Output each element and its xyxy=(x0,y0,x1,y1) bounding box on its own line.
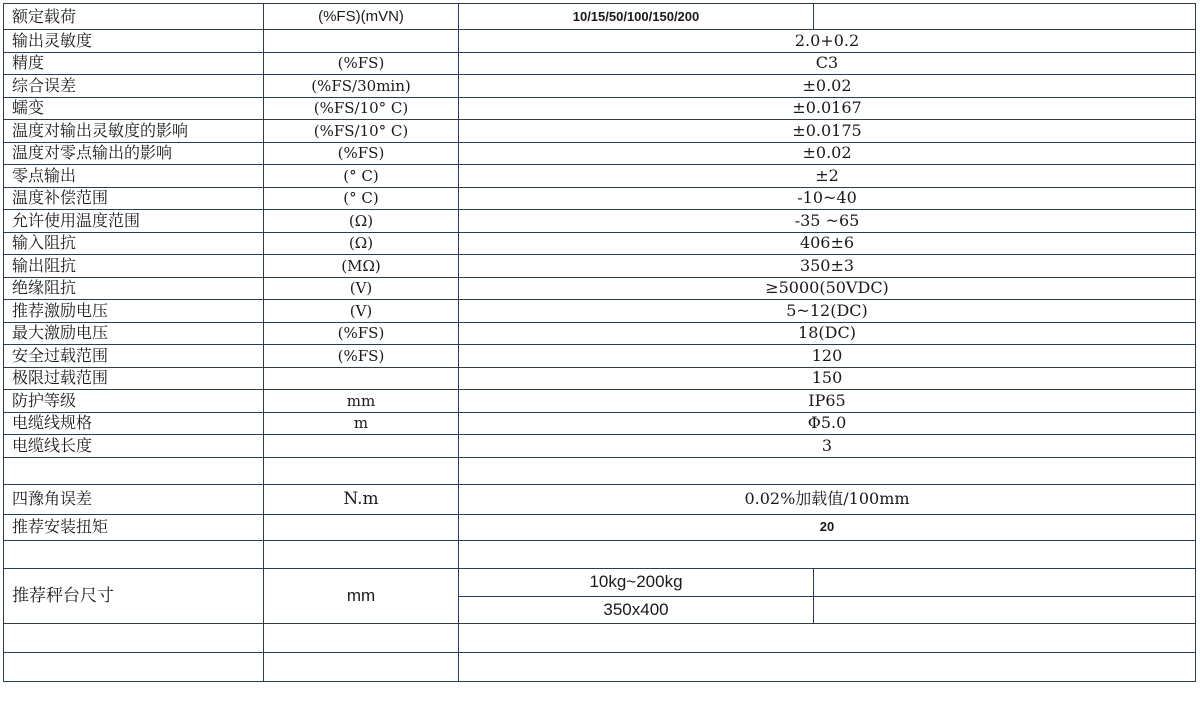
spec-unit: (%FS) xyxy=(264,322,459,345)
spec-param: 温度补偿范围 xyxy=(4,187,264,210)
spec-row xyxy=(4,30,1196,53)
spec-value: ≥5000(50VDC) xyxy=(459,277,1196,300)
spec-value: 5~12(DC) xyxy=(459,300,1196,323)
spec-unit: (%FS) xyxy=(264,142,459,165)
spec-unit: (° C) xyxy=(264,165,459,188)
torque-value: 20 xyxy=(459,514,1196,540)
platform-unit: mm xyxy=(264,568,459,623)
spec-unit: (Ω) xyxy=(264,232,459,255)
blank-cell xyxy=(264,540,459,568)
spec-unit: (%FS/10° C) xyxy=(264,120,459,143)
spec-row xyxy=(4,52,1196,75)
spec-param: 温度对零点输出的影响 xyxy=(4,142,264,165)
corner-error-label: 四豫角误差 xyxy=(4,484,264,514)
torque-unit xyxy=(264,514,459,540)
spec-param: 零点输出 xyxy=(4,165,264,188)
spec-row xyxy=(4,187,1196,210)
torque-row xyxy=(4,514,1196,540)
corner-error-row xyxy=(4,484,1196,514)
blank-cell xyxy=(264,623,459,652)
corner-error-unit: N.m xyxy=(264,484,459,514)
spec-value: 350±3 xyxy=(459,255,1196,278)
spec-param: 电缆线长度 xyxy=(4,435,264,458)
spec-unit: (%FS) xyxy=(264,345,459,368)
spec-unit xyxy=(264,367,459,390)
capacity-list: 10/15/50/100/150/200 xyxy=(459,4,814,30)
platform-row xyxy=(4,568,1196,596)
spec-param: 绝缘阻抗 xyxy=(4,277,264,300)
rated-load-label: 额定载荷 xyxy=(4,4,264,30)
spec-row xyxy=(4,345,1196,368)
spec-param: 防护等级 xyxy=(4,390,264,413)
blank-row xyxy=(4,623,1196,652)
spec-param: 极限过载范围 xyxy=(4,367,264,390)
spec-value: 2.0+0.2 xyxy=(459,30,1196,53)
blank-cell xyxy=(459,540,1196,568)
spec-param: 综合误差 xyxy=(4,75,264,98)
spec-value: IP65 xyxy=(459,390,1196,413)
blank-cell xyxy=(4,652,264,681)
spec-value: C3 xyxy=(459,52,1196,75)
spec-param: 输出灵敏度 xyxy=(4,30,264,53)
blank-cell xyxy=(459,623,1196,652)
spec-param: 推荐激励电压 xyxy=(4,300,264,323)
spec-row xyxy=(4,300,1196,323)
blank-cell xyxy=(4,623,264,652)
spec-row xyxy=(4,97,1196,120)
spec-row xyxy=(4,165,1196,188)
spec-param: 输入阻抗 xyxy=(4,232,264,255)
spec-row xyxy=(4,390,1196,413)
spec-unit: (V) xyxy=(264,300,459,323)
spec-row xyxy=(4,255,1196,278)
spec-row xyxy=(4,142,1196,165)
spec-value: ±0.0167 xyxy=(459,97,1196,120)
platform-size: 350x400 xyxy=(459,596,814,623)
platform-range: 10kg~200kg xyxy=(459,568,814,596)
spec-value: ±0.0175 xyxy=(459,120,1196,143)
corner-error-value: 0.02%加载值/100mm xyxy=(459,484,1196,514)
blank-cell xyxy=(459,652,1196,681)
spec-row xyxy=(4,412,1196,435)
spec-unit: (MΩ) xyxy=(264,255,459,278)
spec-param: 电缆线规格 xyxy=(4,412,264,435)
spec-row xyxy=(4,277,1196,300)
spec-param: 输出阻抗 xyxy=(4,255,264,278)
spec-param: 最大激励电压 xyxy=(4,322,264,345)
blank-cell xyxy=(4,540,264,568)
spec-unit: (V) xyxy=(264,277,459,300)
spec-value: 150 xyxy=(459,367,1196,390)
spec-value: 120 xyxy=(459,345,1196,368)
spec-value: Φ5.0 xyxy=(459,412,1196,435)
spec-row xyxy=(4,367,1196,390)
spec-table xyxy=(3,3,1196,682)
rated-load-unit: (%FS)(mVN) xyxy=(264,4,459,30)
header-blank-cell xyxy=(814,4,1196,30)
spec-param: 温度对输出灵敏度的影响 xyxy=(4,120,264,143)
blank-row xyxy=(4,652,1196,681)
spec-row xyxy=(4,210,1196,233)
spec-value: 18(DC) xyxy=(459,322,1196,345)
platform-label: 推荐秤台尺寸 xyxy=(4,568,264,623)
spec-param: 蠕变 xyxy=(4,97,264,120)
platform-blank-cell xyxy=(814,568,1196,596)
spec-unit: (%FS/10° C) xyxy=(264,97,459,120)
spec-param: 允许使用温度范围 xyxy=(4,210,264,233)
blank-cell xyxy=(4,457,264,484)
spec-sheet xyxy=(3,3,1195,697)
spec-value: -35 ~65 xyxy=(459,210,1196,233)
spec-param: 精度 xyxy=(4,52,264,75)
spec-unit: (%FS) xyxy=(264,52,459,75)
spec-unit: mm xyxy=(264,390,459,413)
spec-value: ±0.02 xyxy=(459,142,1196,165)
blank-row xyxy=(4,540,1196,568)
spec-unit xyxy=(264,30,459,53)
spec-param: 安全过载范围 xyxy=(4,345,264,368)
spec-row xyxy=(4,435,1196,458)
spec-row xyxy=(4,120,1196,143)
spec-value: 406±6 xyxy=(459,232,1196,255)
spec-row xyxy=(4,75,1196,98)
spec-unit: (%FS/30min) xyxy=(264,75,459,98)
spec-unit: (° C) xyxy=(264,187,459,210)
spec-value: 3 xyxy=(459,435,1196,458)
blank-cell xyxy=(264,457,459,484)
spec-unit: (Ω) xyxy=(264,210,459,233)
spec-row xyxy=(4,232,1196,255)
spec-unit: m xyxy=(264,412,459,435)
spec-value: -10~40 xyxy=(459,187,1196,210)
spec-unit xyxy=(264,435,459,458)
blank-row xyxy=(4,457,1196,484)
blank-cell xyxy=(459,457,1196,484)
spec-row xyxy=(4,322,1196,345)
platform-blank-cell xyxy=(814,596,1196,623)
spec-value: ±0.02 xyxy=(459,75,1196,98)
torque-label: 推荐安装扭矩 xyxy=(4,514,264,540)
header-row xyxy=(4,4,1196,30)
blank-cell xyxy=(264,652,459,681)
spec-value: ±2 xyxy=(459,165,1196,188)
